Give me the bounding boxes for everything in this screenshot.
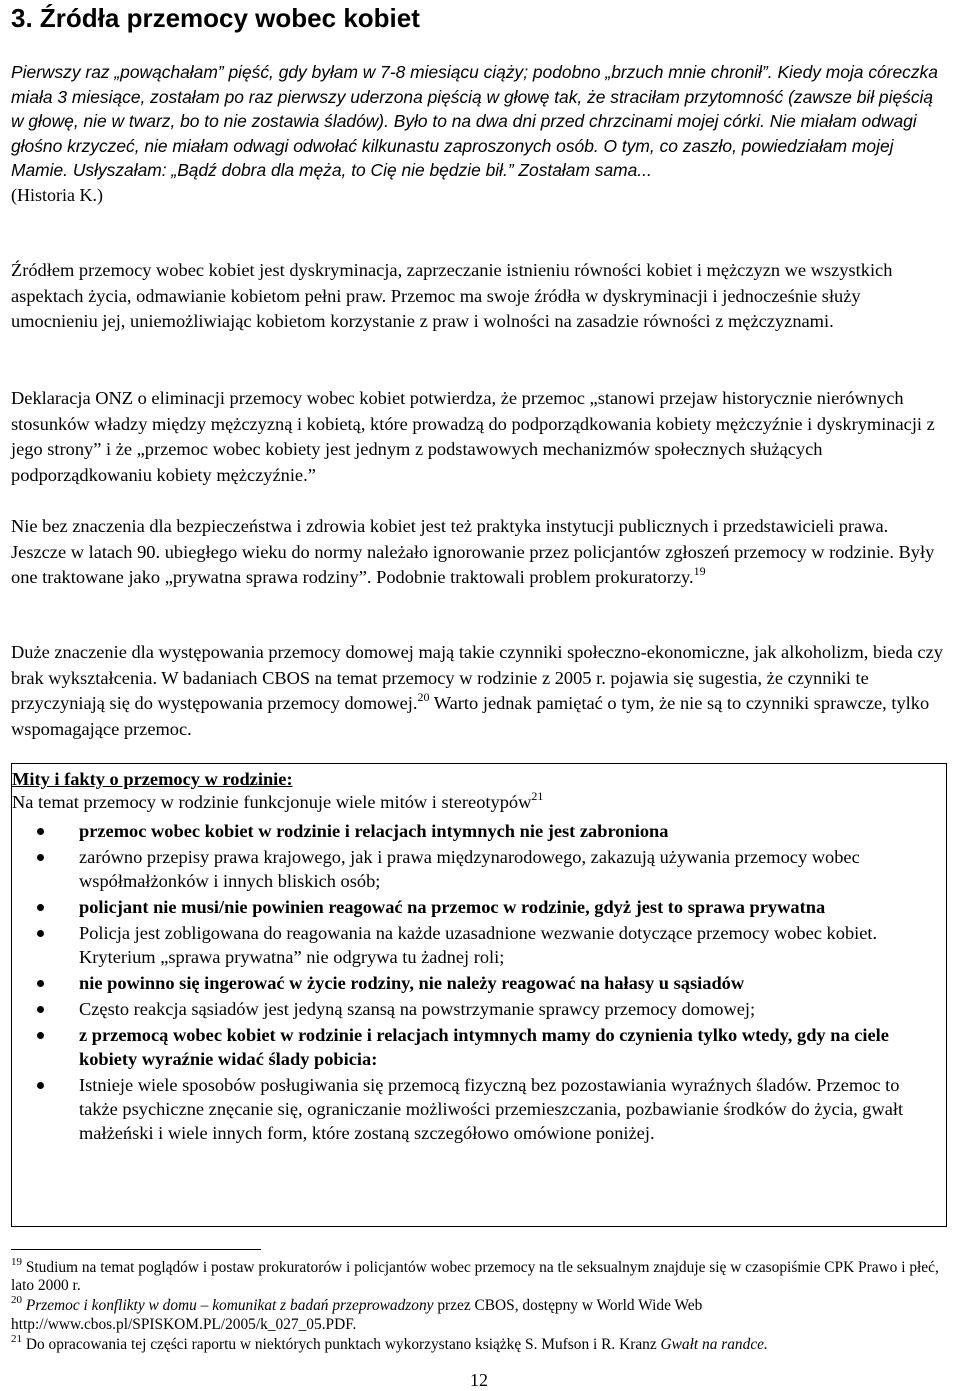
- testimony-quote: [11, 60, 947, 208]
- myth-item: [12, 819, 946, 843]
- footnote-19-number: 19: [11, 1255, 22, 1268]
- myths-box-intro-text: Na temat przemocy w rodzinie funkcjonuje wiele mitów i stereotypów: [12, 792, 532, 812]
- paragraph-public-institutions: [11, 514, 947, 591]
- fact-item: [12, 997, 946, 1021]
- bullet-icon: [37, 980, 44, 987]
- footnote-separator: [11, 1249, 261, 1250]
- footnote-20: [11, 1294, 947, 1333]
- footnote-21-number: 21: [11, 1332, 22, 1345]
- fact-item: [12, 921, 946, 969]
- footnote-ref-21[interactable]: 21: [531, 788, 544, 803]
- testimony-text: Pierwszy raz „powąchałam” pięść, gdy byłam w 7-8 miesiącu ciąży; podobno „brzuch mnie chronił”. Kiedy moja córeczka miała 3 miesiące, zostałam po raz pierwszy uderzona pięścią w głowę tak, że straciłam przytomność (zawsze bił pięścią w głowę, nie w twarz, bo to nie zostawia śladów). Było to na dwa dni przed chrzcinami mojej córki. Nie miałam odwagi głośno krzyczeć, nie miałam odwagi odwołać kilkunastu zaproszonych osób. O tym, co zaszło, powiedziałam mojej Mamie. Usłyszałam: „Bądź dobra dla męża, to Cię nie będzie bił.” Zostałam sama...: [11, 62, 938, 181]
- myth-item: [12, 895, 946, 919]
- paragraph-socioeconomic-text-a: Duże znaczenie dla występowania przemocy domowej mają takie czynniki społeczno-ekonomiczne, jak alkoholizm, bieda czy brak wykształcenia. W badaniach CBOS na temat przemocy w rodzinie z 2005 r. pojawia się sugestia, że czynniki te przyczyniają się do występowania przemocy domowej.: [11, 642, 943, 713]
- footnote-21: [11, 1332, 947, 1354]
- fact-text: Policja jest zobligowana do reagowania na każde uzasadnione wezwanie dotyczące przemocy wobec kobiet. Kryterium „sprawa prywatna” nie odgrywa tu żadnej roli;: [79, 923, 878, 967]
- myths-box-intro: [12, 790, 946, 814]
- footnote-20-number: 20: [11, 1294, 22, 1307]
- footnote-20-title: Przemoc i konflikty w domu – komunikat z badań przeprowadzony: [22, 1297, 434, 1315]
- bullet-icon: [37, 1006, 44, 1013]
- paragraph-public-institutions-text: Nie bez znaczenia dla bezpieczeństwa i zdrowia kobiet jest też praktyka instytucji publicznych i przedstawicieli prawa. Jeszcze w latach 90. ubiegłego wieku do normy należało ignorowanie przez policjantów zgłoszeń przemocy w rodzinie. Były one traktowane jako „prywatna sprawa rodziny”. Podobnie traktowali problem prokuratorzy.: [11, 516, 935, 587]
- bullet-icon: [37, 904, 44, 911]
- myth-text: nie powinno się ingerować w życie rodziny, nie należy reagować na hałasy u sąsiadów: [79, 973, 745, 993]
- bullet-icon: [37, 1082, 44, 1089]
- bullet-icon: [37, 854, 44, 861]
- footnote-19: [11, 1255, 947, 1295]
- footnote-ref-19[interactable]: 19: [693, 563, 706, 578]
- footnote-21-text: Do opracowania tej części raportu w niektórych punktach wykorzystano książkę S. Mufson i R. Kranz: [22, 1335, 661, 1353]
- myths-list: [12, 819, 946, 1145]
- paragraph-socioeconomic-factors: [11, 640, 947, 742]
- fact-item: [12, 1073, 946, 1145]
- footnote-ref-20[interactable]: 20: [417, 689, 430, 704]
- section-heading: 3. Źródła przemocy wobec kobiet: [11, 3, 420, 33]
- bullet-icon: [37, 930, 44, 937]
- fact-text: Istnieje wiele sposobów posługiwania się przemocą fizyczną bez pozostawiania wyraźnych śladów. Przemoc to także psychiczne znęcanie się, ograniczanie możliwości przemieszczania, pozbawianie środków do życia, gwałt małżeński i wiele innych form, które zostaną szczegółowo omówione poniżej.: [79, 1075, 904, 1143]
- testimony-source: (Historia K.): [11, 184, 103, 205]
- paragraph-un-declaration: Deklaracja ONZ o eliminacji przemocy wobec kobiet potwierdza, że przemoc „stanowi przejaw historycznie nierównych stosunków władzy między mężczyzną i kobietą, które prowadzą do podporządkowania kobiety mężczyźnie i dyskryminacji z jego strony” i że „przemoc wobec kobiety jest jednym z podstawowych mechanizmów społecznych służących podporządkowaniu kobiety mężczyźnie.”: [11, 388, 935, 485]
- fact-item: [12, 845, 946, 893]
- myth-item: [12, 1023, 946, 1071]
- myths-facts-box: [11, 763, 947, 1227]
- footnotes: [11, 1255, 947, 1356]
- page-number: 12: [470, 1370, 488, 1390]
- paragraph-socioeconomic-text-b: Warto jednak pamiętać o tym, że nie są to czynniki sprawcze, tylko wspomagające przemoc.: [11, 693, 930, 739]
- footnote-20-text: przez CBOS, dostępny w World Wide Web http://www.cbos.pl/SPISKOM.PL/2005/k_027_05.PDF.: [11, 1297, 703, 1333]
- footnote-21-title: Gwałt na randce.: [660, 1335, 768, 1353]
- paragraph-sources-of-violence: Źródłem przemocy wobec kobiet jest dyskryminacja, zaprzeczanie istnieniu równości kobiet i mężczyzn we wszystkich aspektach życia, odmawianie kobietom pełni praw. Przemoc ma swoje źródła w dyskryminacji i jednocześnie służy umocnieniu jej, uniemożliwiając kobietom korzystanie z praw i wolności na zasadzie równości z mężczyznami.: [11, 260, 893, 331]
- fact-text: Często reakcja sąsiadów jest jedyną szansą na powstrzymanie sprawcy przemocy domowej;: [79, 999, 756, 1019]
- footnote-19-text: Studium na temat poglądów i postaw prokuratorów i policjantów wobec przemocy na tle seksualnym znajduje się w czasopiśmie CPK Prawo i płeć, lato 2000 r.: [11, 1259, 939, 1295]
- bullet-icon: [37, 828, 44, 835]
- myths-box-title: Mity i fakty o przemocy w rodzinie:: [12, 769, 293, 789]
- myth-item: [12, 971, 946, 995]
- myth-text: policjant nie musi/nie powinien reagować na przemoc w rodzinie, gdyż jest to sprawa prywatna: [79, 897, 826, 917]
- myth-text: przemoc wobec kobiet w rodzinie i relacjach intymnych nie jest zabroniona: [79, 821, 669, 841]
- bullet-icon: [37, 1032, 44, 1039]
- myth-text: z przemocą wobec kobiet w rodzinie i relacjach intymnych mamy do czynienia tylko wtedy, gdy na ciele kobiety wyraźnie widać ślady pobicia:: [79, 1025, 889, 1069]
- fact-text: zarówno przepisy prawa krajowego, jak i prawa międzynarodowego, zakazują używania przemocy wobec współmałżonków i innych bliskich osób;: [79, 847, 860, 891]
